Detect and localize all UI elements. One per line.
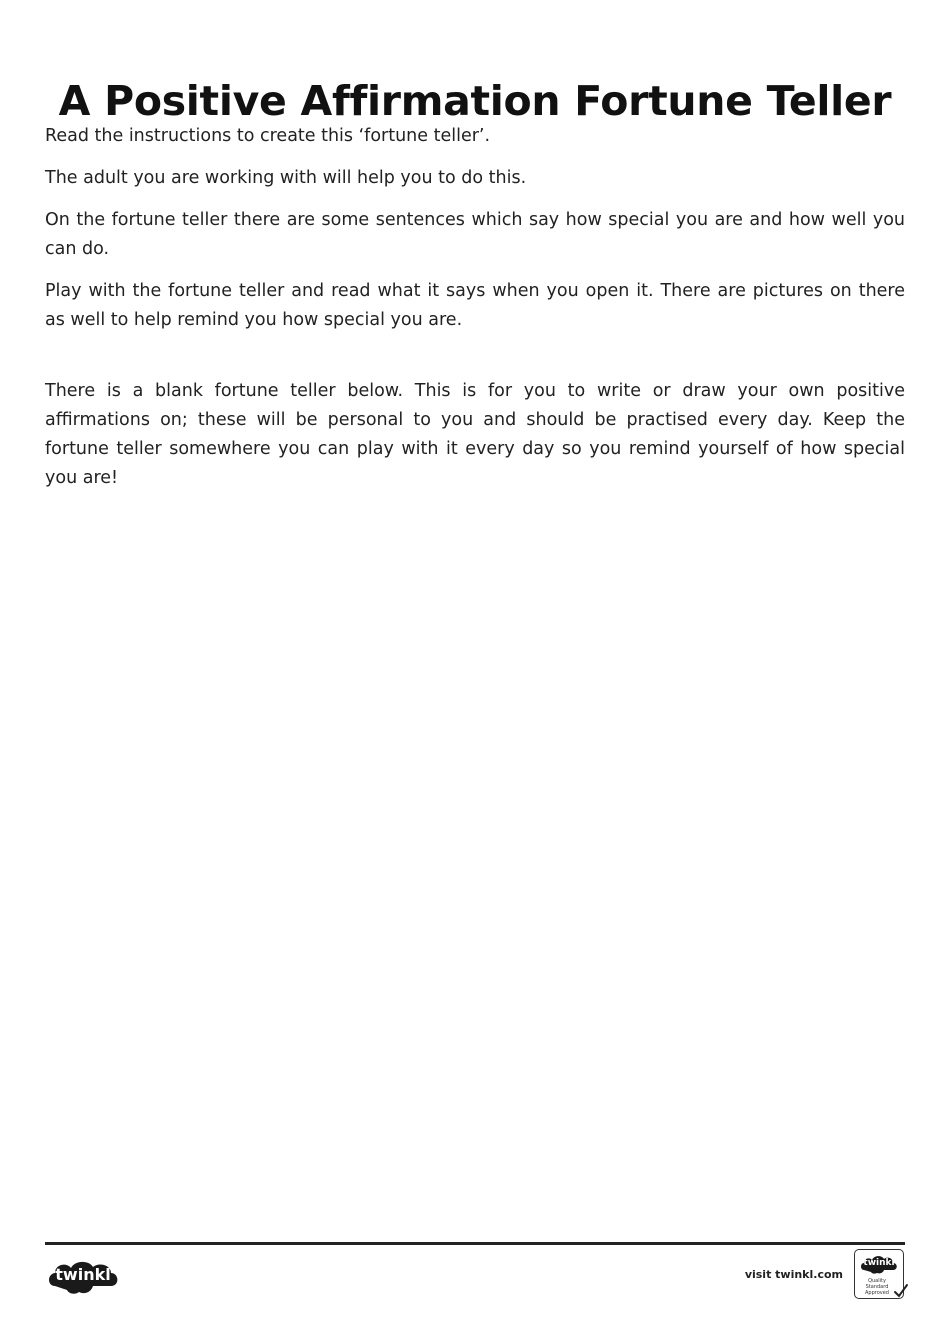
paragraph-play: Play with the fortune teller and read what it says when you open it. There are pictures on there as well to help remind you how special you are. [45,281,905,330]
footer-divider [45,1242,905,1245]
badge-logo [859,1253,899,1275]
badge-caption: Quality Standard Approved [865,1278,889,1296]
paragraph-blank-teller: There is a blank fortune teller below. This is for you to write or draw your own positive affirmations on; these will be personal to you and should be practised every day. Keep the fortune teller somewhere you can play with it every day so you remind yourself of how special you are! [45,381,905,488]
visit-website-link[interactable]: visit twinkl.com [744,1268,843,1281]
instructions-body [45,122,905,506]
checkmark-icon [893,1283,909,1299]
paragraph-instructions: Read the instructions to create this ‘fortune teller’. [45,126,491,146]
paragraph-sentences: On the fortune teller there are some sentences which say how special you are and how well you can do. [45,210,905,259]
quality-standard-badge [854,1249,904,1299]
page-title: A Positive Affirmation Fortune Teller [58,77,892,126]
logo-text: twinkl [55,1265,111,1284]
paragraph-adult-help: The adult you are working with will help you to do this. [45,168,527,188]
badge-logo-text: twinkl [863,1258,895,1268]
twinkl-logo [45,1256,121,1296]
